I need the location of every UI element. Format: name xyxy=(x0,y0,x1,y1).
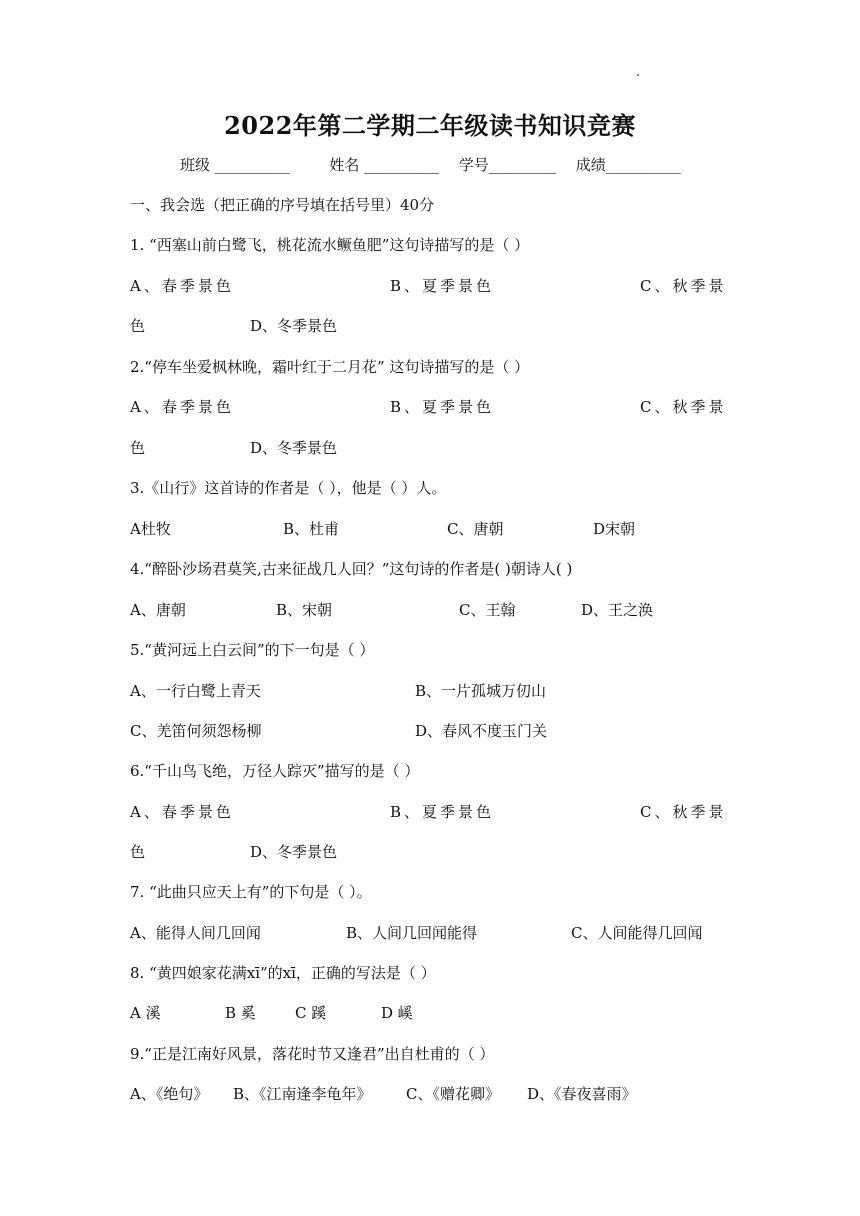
q7-option-c: C、人间能得几回闻 xyxy=(571,924,703,942)
question-3: 3.《山行》这首诗的作者是（ ），他是（ ）人。 xyxy=(130,479,447,497)
scan-dot xyxy=(637,74,639,76)
q5-option-d: D、春风不度玉门关 xyxy=(415,722,548,740)
score-field: 成绩__________ xyxy=(575,156,681,174)
question-9: 9.“正是江南好风景，落花时节又逢君”出自杜甫的（ ） xyxy=(130,1045,495,1063)
q9-option-b: B、《江南逢李龟年》 xyxy=(233,1085,372,1103)
question-5: 5.“黄河远上白云间”的下一句是（ ） xyxy=(130,641,375,659)
q7-option-b: B、人间几回闻能得 xyxy=(346,924,478,942)
question-4: 4.“醉卧沙场君莫笑,古来征战几人回？”这句诗的作者是( )朝诗人( ) xyxy=(130,560,573,578)
q1-option-a: A、春季景色 xyxy=(130,277,234,295)
q3-option-a: A杜牧 xyxy=(130,520,171,538)
q9-option-c: C、《赠花卿》 xyxy=(406,1085,500,1103)
question-6: 6.“千山鸟飞绝，万径人踪灭”描写的是（ ） xyxy=(130,762,420,780)
q3-option-b: B、杜甫 xyxy=(283,520,340,538)
q7-option-a: A、能得人间几回闻 xyxy=(130,924,261,942)
q1-option-b: B、夏季景色 xyxy=(390,277,495,295)
id-field: 学号_________ xyxy=(458,156,557,174)
q3-option-c: C、唐朝 xyxy=(447,520,504,538)
page-title: 2022年第二学期二年级读书知识竞赛 xyxy=(224,111,636,140)
question-2: 2.“停车坐爱枫林晚，霜叶红于二月花” 这句诗描写的是（ ） xyxy=(130,358,530,376)
q1-option-c-cont: 色 xyxy=(130,317,146,335)
q5-option-b: B、一片孤城万仞山 xyxy=(415,682,547,700)
class-field: 班级 __________ xyxy=(180,156,290,174)
q6-option-c: C、秋季景 xyxy=(640,803,727,821)
q2-option-d: D、冬季景色 xyxy=(250,439,338,457)
q9-option-d: D、《春夜喜雨》 xyxy=(527,1085,637,1103)
question-7: 7. “此曲只应天上有”的下句是（ ）。 xyxy=(130,883,372,901)
q2-option-c-cont: 色 xyxy=(130,439,146,457)
q6-option-a: A、春季景色 xyxy=(130,803,234,821)
q4-option-a: A、唐朝 xyxy=(130,601,186,619)
q9-option-a: A、《绝句》 xyxy=(130,1085,209,1103)
q5-option-a: A、一行白鹭上青天 xyxy=(130,682,261,700)
question-1: 1. “西塞山前白鹭飞，桃花流水鳜鱼肥”这句诗描写的是（ ） xyxy=(130,236,530,254)
q3-option-d: D宋朝 xyxy=(593,520,636,538)
q4-option-c: C、王翰 xyxy=(459,601,516,619)
q8-option-b: B 奚 xyxy=(225,1004,256,1022)
q8-option-d: D 嵠 xyxy=(381,1004,413,1022)
q2-option-c: C、秋季景 xyxy=(640,398,727,416)
q8-option-c: C 蹊 xyxy=(295,1004,327,1022)
q1-option-d: D、冬季景色 xyxy=(250,317,338,335)
q2-option-b: B、夏季景色 xyxy=(390,398,495,416)
q1-option-c: C、秋季景 xyxy=(640,277,727,295)
student-info-line xyxy=(180,154,681,175)
q4-option-d: D、王之涣 xyxy=(581,601,654,619)
q4-option-b: B、宋朝 xyxy=(276,601,333,619)
q6-option-d: D、冬季景色 xyxy=(250,843,338,861)
q5-option-c: C、羌笛何须怨杨柳 xyxy=(130,722,262,740)
q8-option-a: A 溪 xyxy=(130,1004,161,1022)
question-8: 8. “黄四娘家花满xī”的xī，正确的写法是（ ） xyxy=(130,964,436,982)
section-heading: 一、我会选（把正确的序号填在括号里）40分 xyxy=(130,196,435,214)
q6-option-c-cont: 色 xyxy=(130,843,146,861)
q2-option-a: A、春季景色 xyxy=(130,398,234,416)
q6-option-b: B、夏季景色 xyxy=(390,803,495,821)
name-field: 姓名 __________ xyxy=(329,156,440,174)
